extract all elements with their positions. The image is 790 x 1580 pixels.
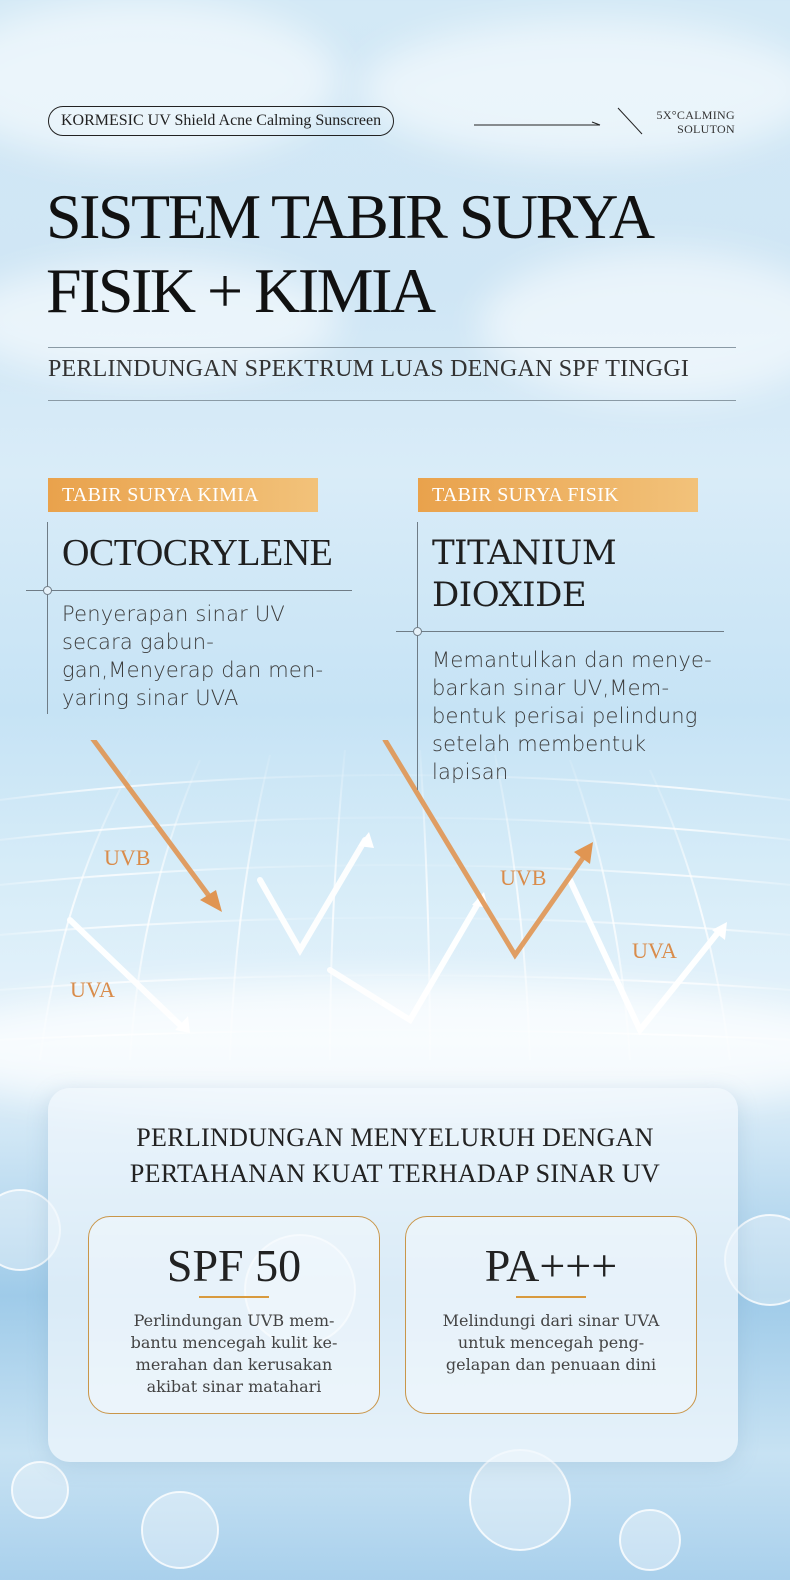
pa-box <box>405 1216 697 1414</box>
uvb-label-left: UVB <box>104 845 151 870</box>
desc-line: merahan dan kerusakan <box>135 1355 333 1374</box>
protection-title <box>0 1120 790 1192</box>
divider <box>396 631 724 632</box>
divider <box>48 347 736 348</box>
uva-label-left: UVA <box>70 977 115 1002</box>
chemical-tag-label: TABIR SURYA KIMIA <box>62 483 259 506</box>
product-name-pill <box>48 106 394 136</box>
divider <box>417 522 418 790</box>
uv-grid-illustration <box>0 740 790 1060</box>
divider <box>199 1296 269 1298</box>
physical-sunscreen-tag <box>418 478 698 512</box>
physical-tag-label: TABIR SURYA FISIK <box>432 483 619 506</box>
arrow-decoration <box>474 106 644 136</box>
subtitle: PERLINDUNGAN SPEKTRUM LUAS DENGAN SPF TINGGI <box>48 356 690 382</box>
desc-line: Memantulkan dan menye- <box>432 648 712 672</box>
protection-title-line2: PERTAHANAN KUAT TERHADAP SINAR UV <box>129 1159 661 1188</box>
page-title <box>46 180 653 328</box>
ingredient-line1: TITANIUM <box>432 533 617 573</box>
chemical-ingredient: OCTOCRYLENE <box>62 532 333 574</box>
spf-description <box>89 1310 379 1398</box>
divider <box>47 522 48 714</box>
divider <box>26 590 352 591</box>
calming-solution-tag <box>657 108 735 136</box>
desc-line: setelah membentuk <box>432 732 647 756</box>
desc-line: gan,Menyerap dan men- <box>62 658 324 682</box>
desc-line: akibat sinar matahari <box>146 1377 322 1396</box>
desc-line: gelapan dan penuaan dini <box>445 1355 657 1374</box>
pa-heading: PA+++ <box>484 1240 618 1291</box>
divider <box>48 400 736 401</box>
marker-dot <box>413 627 422 636</box>
marker-dot <box>43 586 52 595</box>
cloud-decoration <box>0 0 340 160</box>
product-name: KORMESIC UV Shield Acne Calming Sunscreen <box>61 112 382 129</box>
ingredient-line2: DIOXIDE <box>432 575 587 615</box>
spf-heading: SPF 50 <box>166 1240 302 1291</box>
calming-tag-line1: 5X°CALMING <box>656 108 735 122</box>
physical-ingredient <box>432 532 616 616</box>
calming-tag-line2: SOLUTON <box>677 122 735 136</box>
desc-line: yaring sinar UVA <box>62 686 239 710</box>
desc-line: untuk mencegah peng- <box>457 1333 645 1352</box>
chemical-description <box>62 600 323 712</box>
protection-title-line1: PERLINDUNGAN MENYELURUH DENGAN <box>136 1123 654 1152</box>
uvb-label-right: UVB <box>500 865 547 890</box>
desc-line: Melindungi dari sinar UVA <box>442 1311 660 1330</box>
desc-line: bentuk perisai pelindung <box>432 704 698 728</box>
title-line1: SISTEM TABIR SURYA <box>46 181 653 252</box>
desc-line: Perlindungan UVB mem- <box>133 1311 335 1330</box>
cloud-decoration <box>360 20 790 160</box>
chemical-sunscreen-tag <box>48 478 318 512</box>
pa-description <box>406 1310 696 1376</box>
desc-line: Penyerapan sinar UV <box>62 602 285 626</box>
desc-line: lapisan <box>432 760 509 784</box>
uva-label-right: UVA <box>632 938 677 963</box>
desc-line: bantu mencegah kulit ke- <box>130 1333 338 1352</box>
spf-box <box>88 1216 380 1414</box>
divider <box>516 1296 586 1298</box>
title-line2: FISIK + KIMIA <box>46 255 434 326</box>
desc-line: barkan sinar UV,Mem- <box>432 676 670 700</box>
desc-line: secara gabun- <box>62 630 215 654</box>
physical-description <box>432 646 712 786</box>
